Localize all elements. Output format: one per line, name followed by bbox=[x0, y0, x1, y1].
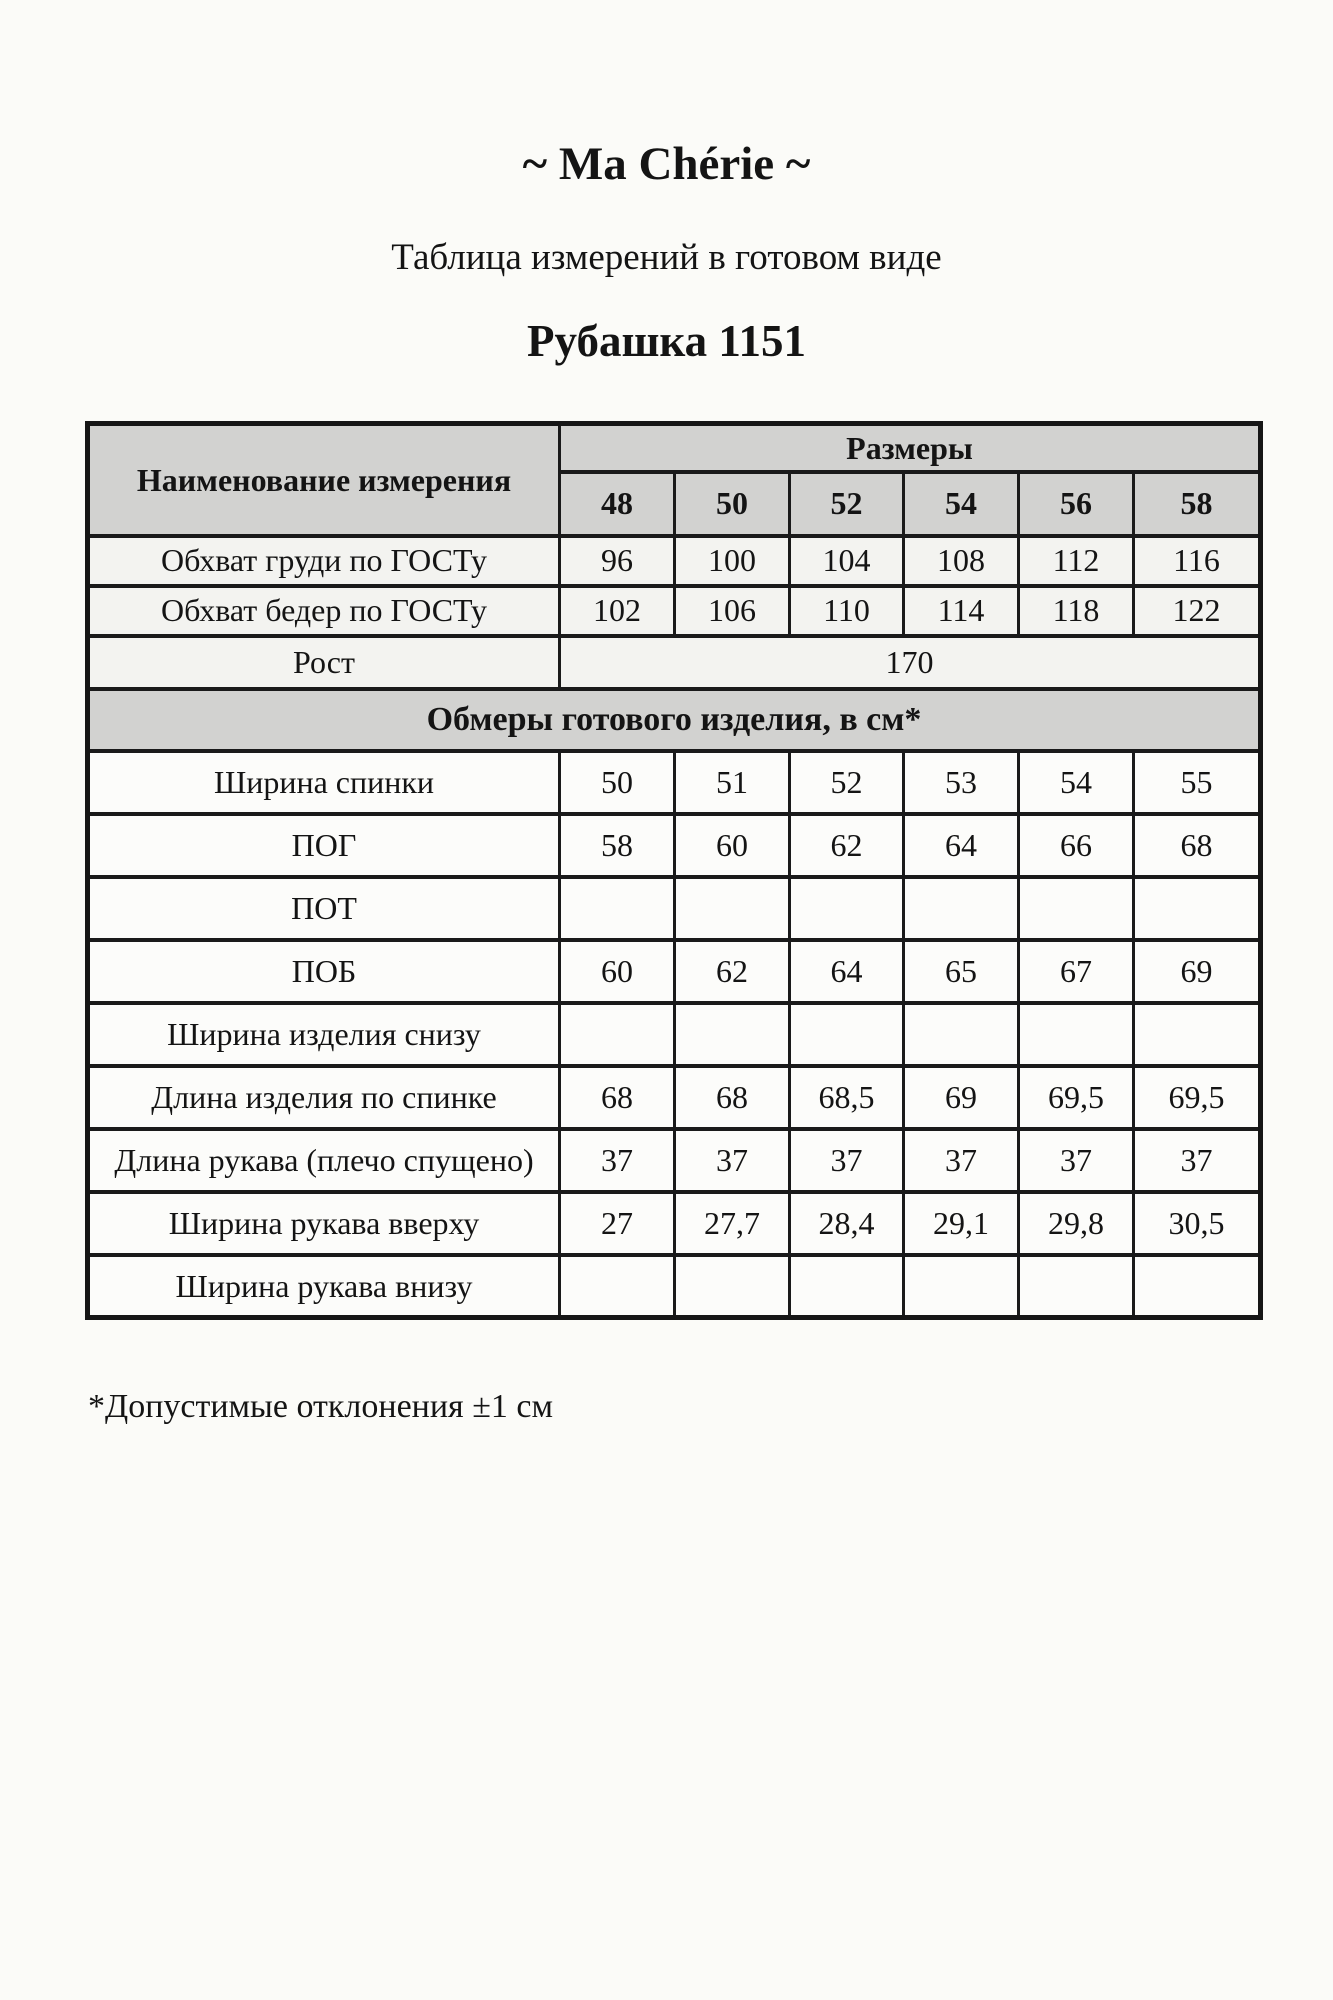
measurement-label: Обхват бедер по ГОСТу bbox=[88, 586, 560, 636]
table-row-sleeve-length bbox=[88, 1129, 1261, 1192]
measurement-value: 37 bbox=[675, 1129, 790, 1192]
table-row-back-width bbox=[88, 751, 1261, 814]
table-row-pot bbox=[88, 877, 1261, 940]
measurement-value: 37 bbox=[904, 1129, 1019, 1192]
measurement-value: 104 bbox=[790, 536, 904, 586]
measurement-label: Длина рукава (плечо спущено) bbox=[88, 1129, 560, 1192]
measurement-value bbox=[1019, 1003, 1134, 1066]
measurement-value: 52 bbox=[790, 751, 904, 814]
measurement-value: 110 bbox=[790, 586, 904, 636]
measurement-value bbox=[790, 877, 904, 940]
measurement-label: Ширина изделия снизу bbox=[88, 1003, 560, 1066]
measurement-value bbox=[560, 1003, 675, 1066]
measurement-label: ПОГ bbox=[88, 814, 560, 877]
table-row-back-length bbox=[88, 1066, 1261, 1129]
subtitle: Таблица измерений в готовом виде bbox=[391, 237, 942, 279]
measurement-value: 106 bbox=[675, 586, 790, 636]
measurement-value bbox=[1019, 877, 1134, 940]
measurement-value: 64 bbox=[904, 814, 1019, 877]
measurement-value: 65 bbox=[904, 940, 1019, 1003]
section-header-label: Обмеры готового изделия, в см* bbox=[88, 689, 1261, 751]
column-header-sizes-group: Размеры bbox=[560, 424, 1261, 472]
measurement-value: 51 bbox=[675, 751, 790, 814]
measurement-value bbox=[1134, 1255, 1261, 1318]
measurement-label: ПОБ bbox=[88, 940, 560, 1003]
measurement-label: Ширина спинки bbox=[88, 751, 560, 814]
measurement-value: 37 bbox=[560, 1129, 675, 1192]
measurement-value: 108 bbox=[904, 536, 1019, 586]
size-column-header-52: 52 bbox=[790, 472, 904, 536]
measurement-value bbox=[904, 877, 1019, 940]
measurement-value bbox=[1134, 1003, 1261, 1066]
measurement-value bbox=[675, 1003, 790, 1066]
table-row-sleeve-width-bottom bbox=[88, 1255, 1261, 1318]
measurement-value: 29,1 bbox=[904, 1192, 1019, 1255]
size-column-header-50: 50 bbox=[675, 472, 790, 536]
measurement-value: 58 bbox=[560, 814, 675, 877]
column-header-measurement-name: Наименование измерения bbox=[88, 424, 560, 536]
measurement-value: 30,5 bbox=[1134, 1192, 1261, 1255]
footnote: *Допустимые отклонения ±1 см bbox=[88, 1388, 553, 1426]
measurement-value: 53 bbox=[904, 751, 1019, 814]
measurement-value: 60 bbox=[560, 940, 675, 1003]
measurement-value: 28,4 bbox=[790, 1192, 904, 1255]
measurement-value: 68,5 bbox=[790, 1066, 904, 1129]
table-row-height bbox=[88, 636, 1261, 689]
size-column-header-56: 56 bbox=[1019, 472, 1134, 536]
measurement-value bbox=[675, 1255, 790, 1318]
measurement-value: 100 bbox=[675, 536, 790, 586]
measurement-value bbox=[560, 1255, 675, 1318]
measurement-value: 60 bbox=[675, 814, 790, 877]
measurement-value: 69,5 bbox=[1134, 1066, 1261, 1129]
table-row-hips-gost bbox=[88, 586, 1261, 636]
table-section-header bbox=[88, 689, 1261, 751]
measurement-value: 69 bbox=[904, 1066, 1019, 1129]
measurement-label: Обхват груди по ГОСТу bbox=[88, 536, 560, 586]
measurement-value: 54 bbox=[1019, 751, 1134, 814]
measurement-value: 66 bbox=[1019, 814, 1134, 877]
measurement-value bbox=[560, 877, 675, 940]
table-row-pog bbox=[88, 814, 1261, 877]
measurement-value: 69 bbox=[1134, 940, 1261, 1003]
measurement-value: 62 bbox=[790, 814, 904, 877]
measurement-value: 116 bbox=[1134, 536, 1261, 586]
measurement-value: 122 bbox=[1134, 586, 1261, 636]
measurement-value: 27,7 bbox=[675, 1192, 790, 1255]
measurement-value bbox=[675, 877, 790, 940]
measurement-value bbox=[1019, 1255, 1134, 1318]
size-column-header-54: 54 bbox=[904, 472, 1019, 536]
measurement-value: 102 bbox=[560, 586, 675, 636]
brand-title: ~ Ma Chérie ~ bbox=[522, 138, 811, 190]
measurement-value-height: 170 bbox=[560, 636, 1261, 689]
measurement-value: 96 bbox=[560, 536, 675, 586]
measurement-value bbox=[1134, 877, 1261, 940]
measurement-label: Длина изделия по спинке bbox=[88, 1066, 560, 1129]
measurement-value: 114 bbox=[904, 586, 1019, 636]
measurement-label: Ширина рукава вверху bbox=[88, 1192, 560, 1255]
measurement-value: 55 bbox=[1134, 751, 1261, 814]
measurement-label: ПОТ bbox=[88, 877, 560, 940]
measurement-value: 68 bbox=[675, 1066, 790, 1129]
measurement-value: 67 bbox=[1019, 940, 1134, 1003]
measurement-value bbox=[904, 1003, 1019, 1066]
measurement-value bbox=[904, 1255, 1019, 1318]
size-column-header-48: 48 bbox=[560, 472, 675, 536]
product-title: Рубашка 1151 bbox=[527, 316, 806, 367]
measurement-value: 69,5 bbox=[1019, 1066, 1134, 1129]
measurement-value: 118 bbox=[1019, 586, 1134, 636]
table-row-pob bbox=[88, 940, 1261, 1003]
measurements-table bbox=[85, 421, 1263, 1320]
table-row-chest-gost bbox=[88, 536, 1261, 586]
measurement-value: 64 bbox=[790, 940, 904, 1003]
measurement-value: 68 bbox=[560, 1066, 675, 1129]
measurement-value: 68 bbox=[1134, 814, 1261, 877]
measurement-label: Рост bbox=[88, 636, 560, 689]
measurement-value: 29,8 bbox=[1019, 1192, 1134, 1255]
size-column-header-58: 58 bbox=[1134, 472, 1261, 536]
measurement-value: 50 bbox=[560, 751, 675, 814]
table-header-row-sizes-label bbox=[88, 424, 1261, 472]
measurement-value: 37 bbox=[790, 1129, 904, 1192]
measurement-value: 37 bbox=[1019, 1129, 1134, 1192]
table-row-bottom-width bbox=[88, 1003, 1261, 1066]
measurement-value: 37 bbox=[1134, 1129, 1261, 1192]
measurement-label: Ширина рукава внизу bbox=[88, 1255, 560, 1318]
measurement-value: 62 bbox=[675, 940, 790, 1003]
measurement-value: 112 bbox=[1019, 536, 1134, 586]
measurement-value: 27 bbox=[560, 1192, 675, 1255]
measurement-value bbox=[790, 1255, 904, 1318]
measurement-value bbox=[790, 1003, 904, 1066]
table-row-sleeve-width-top bbox=[88, 1192, 1261, 1255]
